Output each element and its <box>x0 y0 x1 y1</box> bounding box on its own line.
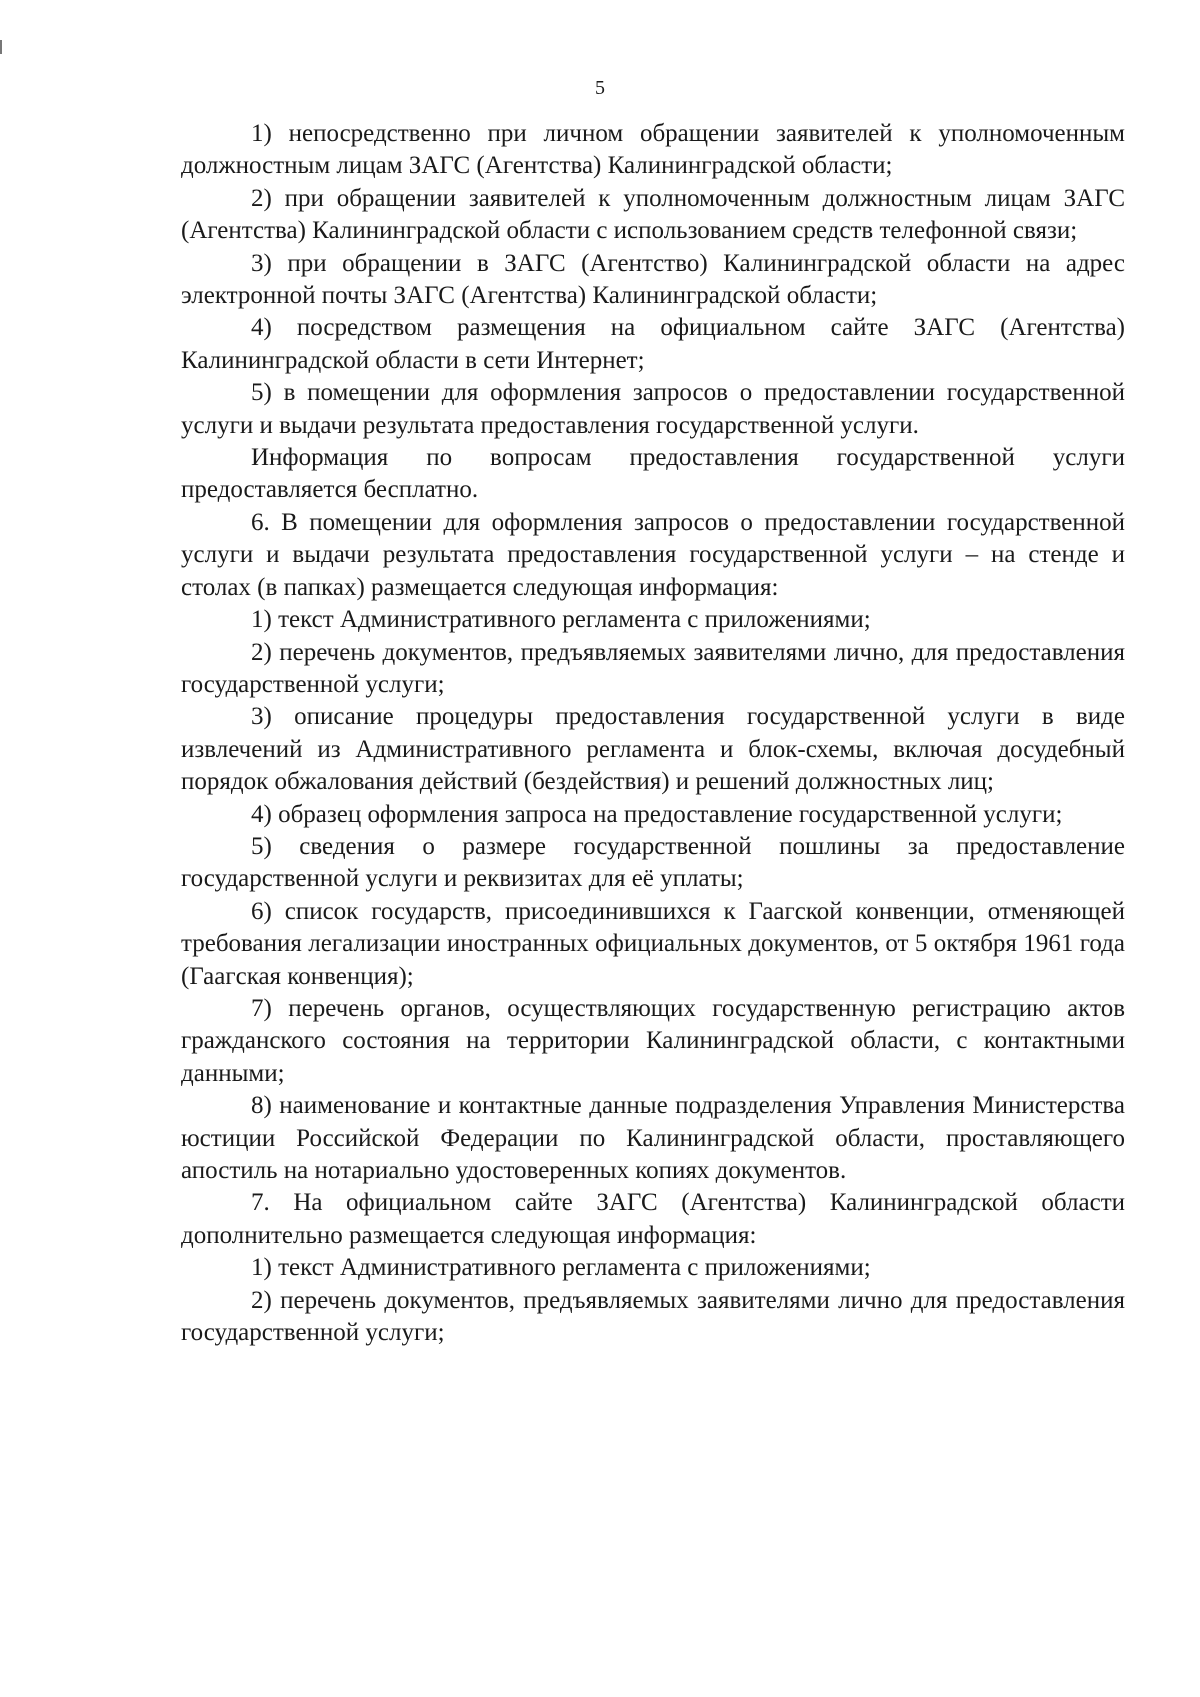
paragraph: 7. На официальном сайте ЗАГС (Агентства) Калининградской области дополнительно размещается следующая информация: <box>181 1189 1125 1249</box>
paragraph: 5) в помещении для оформления запросов о предоставлении государственной услуги и выдачи результата предоставления государственной услуги. <box>181 379 1125 439</box>
page-number: 5 <box>595 77 605 99</box>
paragraph: 1) текст Административного регламента с приложениями; <box>251 606 871 634</box>
paragraph: 6) список государств, присоединившихся к Гаагской конвенции, отменяющей требования легализации иностранных официальных документов, от 5 октября 1961 года (Гаагская конвенция); <box>181 897 1125 990</box>
paragraph: 4) образец оформления запроса на предоставление государственной услуги; <box>251 800 1063 828</box>
paragraph: Информация по вопросам предоставления государственной услуги предоставляется бесплатно. <box>181 444 1125 504</box>
paragraph: 2) при обращении заявителей к уполномоченным должностным лицам ЗАГС (Агентства) Калининградской области с использованием средств телефонной связи; <box>181 184 1125 245</box>
paragraph: 2) перечень документов, предъявляемых заявителями лично для предоставления государственной услуги; <box>181 1286 1125 1347</box>
paragraph: 1) текст Административного регламента с приложениями; <box>251 1254 871 1282</box>
paragraph: 3) описание процедуры предоставления государственной услуги в виде извлечений из Административного регламента и блок-схемы, включая досудебный порядок обжалования действий (бездействия) и решений должностных лиц; <box>181 703 1125 796</box>
paragraph: 8) наименование и контактные данные подразделения Управления Министерства юстиции Российской Федерации по Калининградской области, проставляющего апостиль на нотариально удостоверенных копиях документов. <box>181 1092 1125 1184</box>
paragraph: 5) сведения о размере государственной пошлины за предоставление государственной услуги и реквизитах для её уплаты; <box>181 832 1125 893</box>
paragraph: 1) непосредственно при личном обращении заявителей к уполномоченным должностным лицам ЗАГС (Агентства) Калининградской области; <box>181 120 1125 180</box>
document-body <box>181 118 1125 1349</box>
paragraph: 4) посредством размещения на официальном сайте ЗАГС (Агентства) Калининградской области в сети Интернет; <box>181 314 1125 374</box>
scan-edge-mark <box>0 40 2 54</box>
paragraph: 6. В помещении для оформления запросов о предоставлении государственной услуги и выдачи результата предоставления государственной услуги – на стенде и столах (в папках) размещается следующая информация: <box>181 508 1125 601</box>
paragraph: 7) перечень органов, осуществляющих государственную регистрацию актов гражданского состояния на территории Калининградской области, с контактными данными; <box>181 994 1125 1087</box>
paragraph: 3) при обращении в ЗАГС (Агентство) Калининградской области на адрес электронной почты ЗАГС (Агентства) Калининградской области; <box>181 249 1125 310</box>
paragraph: 2) перечень документов, предъявляемых заявителями лично, для предоставления государственной услуги; <box>181 638 1125 698</box>
